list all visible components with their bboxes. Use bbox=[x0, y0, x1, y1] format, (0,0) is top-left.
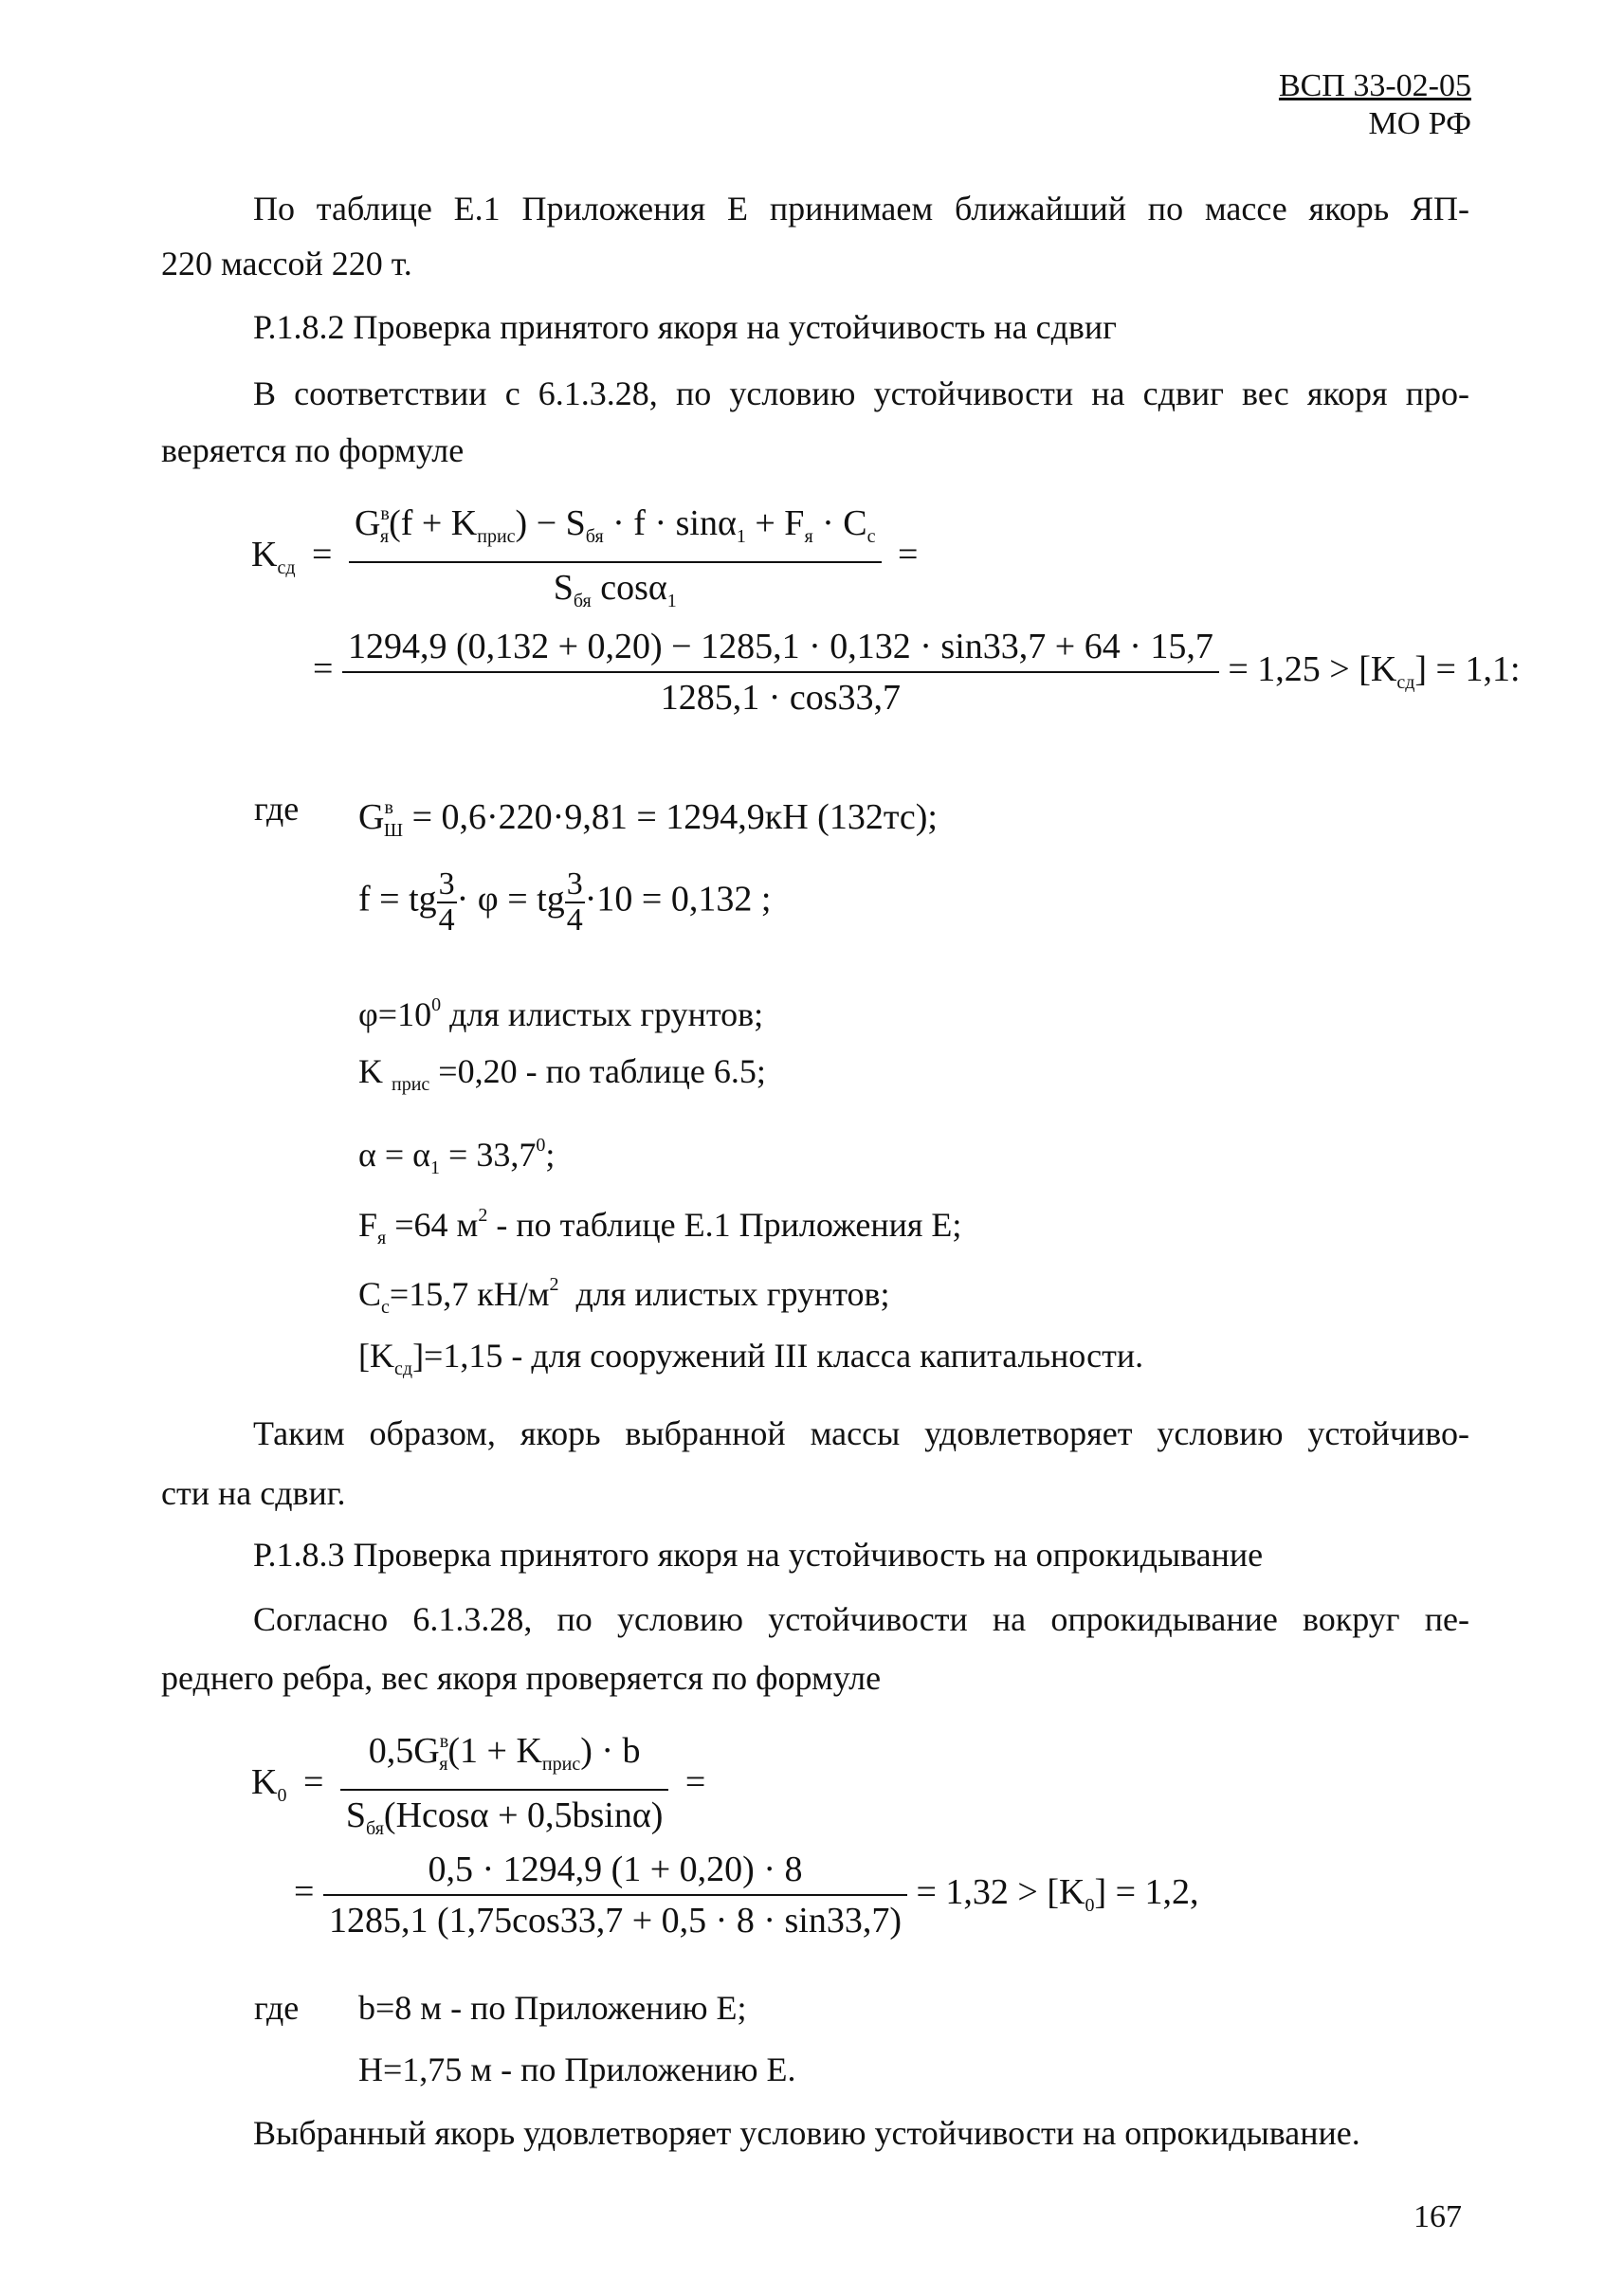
formula-lhs: $K_{сд}$ bbox=[251, 534, 296, 578]
fraction bbox=[349, 493, 882, 622]
fraction-denominator: $S_{бя}(Hcos\alpha + 0,5bsin\alpha)$ bbox=[345, 1795, 664, 1839]
fraction-denominator: $S_{бя}$ cosα$_1$ bbox=[553, 568, 677, 611]
fraction-numerator: $G^в_я(f + K_{прис}) - S_{бя} \cdot f \cdot \sin\alpha_1 + F_я \cdot C_c$ bbox=[349, 493, 882, 563]
fraction bbox=[323, 1849, 907, 1941]
paragraph-line: веряется по формуле bbox=[161, 431, 465, 469]
def-area: $F_я =64$ $м^2$ - по таблице Е.1 Приложения Е; bbox=[358, 1205, 962, 1248]
formula-result: = $1,25 > [K_{сд}] = 1,1$: bbox=[1228, 648, 1521, 693]
paragraph-line: реднего ребра, вес якоря проверяется по формуле bbox=[161, 1659, 882, 1697]
formula-shear: $K_{сд}$ = $\frac{G^в_я(f + K_{прис}) - S_{бя} \cdot f \cdot \sin\alpha_1 + F_я \cdot C_c}{S_{бя} \cos\alpha_1}$ = bbox=[251, 493, 918, 622]
def-ksd: $[K_{сд}]=1,15$ - для сооружений III класса капитальности. bbox=[358, 1337, 1144, 1379]
section-heading: Р.1.8.3 Проверка принятого якоря на устойчивость на опрокидывание bbox=[253, 1536, 1264, 1574]
fraction-numerator: 1294,9 (0,132 + 0,20) − 1285,1 · 0,132 · sin33,7 + 64 · 15,7 bbox=[342, 626, 1219, 673]
def-phi: $\varphi=10^0$ для илистых грунтов; bbox=[358, 994, 764, 1033]
fraction-denominator: 1285,1 · cos33,7 bbox=[660, 678, 902, 718]
def-alpha: $\alpha = \alpha_1 = 33,7^0$; bbox=[358, 1135, 556, 1178]
section-heading: Р.1.8.2 Проверка принятого якоря на устойчивость на сдвиг bbox=[253, 308, 1117, 346]
fraction-numerator: 0,5 · 1294,9 (1 + 0,20) · 8 bbox=[323, 1849, 907, 1896]
formula-overturn: $K_0$ = $\frac{0,5G^в_я(1 + K_{прис}) \cdot b}{S_{бя}(Hcos\alpha + 0,5bsin\alpha)}$ = bbox=[251, 1721, 705, 1850]
fraction-numerator: $0,5G^в_я(1 + K_{прис}) \cdot b$ bbox=[340, 1721, 669, 1791]
page-number: 167 bbox=[1413, 2199, 1462, 2234]
conclusion: Выбранный якорь удовлетворяет условию устойчивости на опрокидывание. bbox=[253, 2114, 1360, 2152]
paragraph-line: Согласно 6.1.3.28, по условию устойчивости на опрокидывание вокруг пе- bbox=[253, 1600, 1469, 1638]
fraction bbox=[342, 626, 1219, 719]
paragraph-line: Таким образом, якорь выбранной массы удовлетворяет условию устойчиво- bbox=[253, 1414, 1469, 1452]
formula-overturn-numeric: = $\frac{0,5 \cdot 1294,9 (1 + 0,20) \cdot 8}{1285,1 (1,75\cos 33,7 + 0,5 \cdot 8 \cdot \sin 33,7)}$ = $1,32 > [K_0] = 1,2$, bbox=[294, 1850, 1199, 1941]
paragraph-line: 220 массой 220 т. bbox=[161, 245, 412, 282]
paragraph-line: В соответствии с 6.1.3.28, по условию устойчивости на сдвиг вес якоря про- bbox=[253, 374, 1469, 412]
def-kpris: K $_{прис}$ =0,20 - по таблице 6.5; bbox=[358, 1052, 766, 1095]
fraction-denominator: 1285,1 (1,75cos33,7 + 0,5 · 8 · sin33,7) bbox=[328, 1901, 902, 1941]
where-label: где bbox=[254, 1989, 300, 2027]
formula-result: = $1,32 > [K_0] = 1,2$, bbox=[916, 1871, 1199, 1916]
def-friction: f = tg $\frac{3}{4}$ · φ = tg $\frac{3}{4}$ ·10 = 0,132 ; bbox=[358, 866, 772, 938]
def-weight: $G^в_Ш = 0,6\cdot 220\cdot 9,81 = 1294,9кН$ (132тс); bbox=[358, 797, 938, 841]
def-h: H=1,75 м - по Приложению Е. bbox=[358, 2050, 796, 2088]
doc-code: ВСП 33-02-05 bbox=[1278, 68, 1471, 103]
fraction bbox=[340, 1721, 669, 1850]
doc-org: МО РФ bbox=[1368, 106, 1471, 141]
def-cohesion: $C_с=15,7$ $кН/м^2$ для илистых грунтов; bbox=[358, 1274, 890, 1318]
paragraph-line: По таблице Е.1 Приложения Е принимаем ближайший по массе якорь ЯП- bbox=[253, 190, 1469, 228]
formula-shear-numeric: = $\frac{1294,9 (0,132 + 0,20) - 1285,1 \cdot 0,132 \cdot \sin 33,7 + 64 \cdot 15,7}{1285,1 \cdot \cos 33,7}$ = $1,25 > [K_{сд}] = 1,1$: bbox=[313, 627, 1521, 718]
paragraph-line: сти на сдвиг. bbox=[161, 1474, 346, 1512]
formula-lhs: $K_0$ bbox=[251, 1761, 287, 1806]
where-label: где bbox=[254, 790, 300, 828]
def-b: b=8 м - по Приложению Е; bbox=[358, 1989, 747, 2027]
